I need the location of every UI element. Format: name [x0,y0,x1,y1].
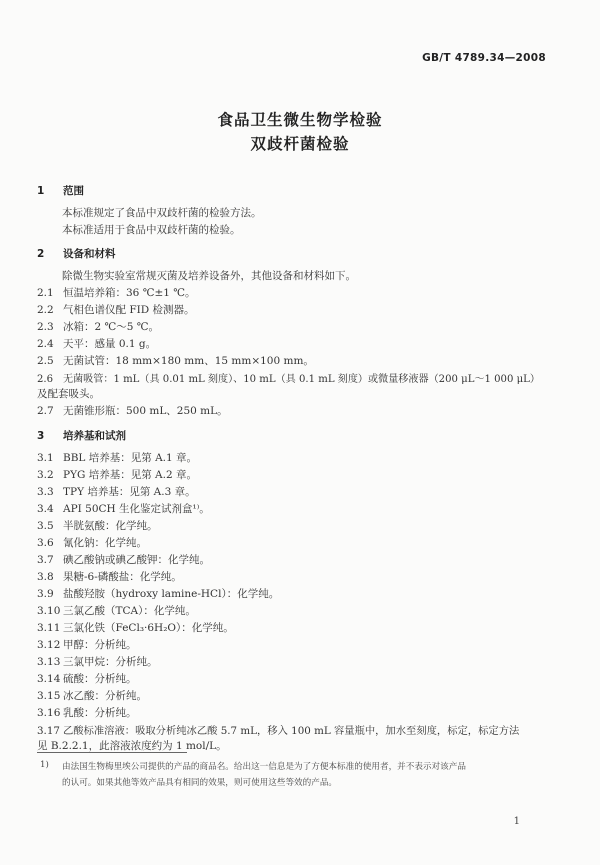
item-text: 甲醇：分析纯。 [63,639,137,651]
list-item [37,353,314,368]
item-number: 3.5 [37,520,54,532]
list-item [37,285,196,300]
section-number: 3 [37,430,45,442]
section-heading-media [37,428,126,443]
list-item [37,336,156,351]
section-heading-equipment [37,246,116,261]
item-number: 3.4 [37,503,54,515]
item-continuation: 及配套吸头。 [37,388,100,400]
section-title: 培养基和试剂 [63,430,126,442]
list-item [37,450,197,465]
item-number: 3.7 [37,554,54,566]
item-number: 2.6 [37,374,54,385]
section-title: 设备和材料 [63,248,116,260]
footnote-text: 由法国生物梅里埃公司提供的产品的商品名。给出这一信息是为了方便本标准的使用者，并不表示对该产品 [62,762,466,772]
section-heading-scope [37,183,84,198]
document-title: 食品卫生微生物学检验 [217,111,383,129]
list-item [37,620,234,635]
item-text: BBL 培养基：见第 A.1 章。 [63,452,198,464]
list-item [37,535,147,550]
item-number: 2.3 [37,321,54,333]
item-number: 3.1 [37,452,54,464]
item-text: 乳酸：分析纯。 [63,707,137,719]
list-item [37,637,137,652]
section-number: 2 [37,248,45,260]
item-text: 三氯乙酸（TCA）：化学纯。 [63,605,196,617]
item-number: 3.6 [37,537,54,549]
paragraph: 除微生物实验室常规灭菌及培养设备外，其他设备和材料如下。 [62,270,356,282]
item-text: 冰箱：2 ℃～5 ℃。 [63,321,160,333]
item-text: 乙酸标准溶液：吸取分析纯冰乙酸 5.7 mL，移入 100 mL 容量瓶中，加水至刻度，标定，标定方法 [63,725,520,737]
item-text: 硫酸：分析纯。 [63,673,137,685]
item-text: 天平：感量 0.1 g。 [63,338,157,350]
item-number: 3.3 [37,486,54,498]
item-number: 2.5 [37,355,54,367]
item-number: 3.15 [37,690,61,702]
item-text: 恒温培养箱：36 ℃±1 ℃。 [63,287,196,299]
item-number: 3.11 [37,622,61,634]
page-number: 1 [513,816,520,827]
item-continuation: 见 B.2.2.1，此溶液浓度约为 1 mol/L。 [37,740,227,752]
list-item [37,569,182,584]
section-title: 范围 [63,185,84,197]
footnote-continuation: 的认可。如果其他等效产品具有相同的效果，则可使用这些等效的产品。 [62,778,338,788]
list-item [37,552,210,567]
list-item [37,501,210,516]
item-text: 三氯化铁（FeCl₃·6H₂O）：化学纯。 [63,622,234,634]
item-text: 无菌吸管：1 mL（具 0.01 mL 刻度）、10 mL（具 0.1 mL 刻度）或微量移液器（200 μL～1 000 μL） [63,374,540,385]
footnote-rule [37,752,187,753]
item-text: 无菌锥形瓶：500 mL、250 mL。 [63,405,228,417]
item-text: 半胱氨酸：化学纯。 [63,520,158,532]
list-item [37,688,147,703]
list-item [37,705,137,720]
list-item [37,518,158,533]
item-text: PYG 培养基：见第 A.2 章。 [63,469,197,481]
list-item [37,403,228,418]
item-text: 三氯甲烷：分析纯。 [63,656,158,668]
item-number: 3.14 [37,673,61,685]
list-item [37,671,137,686]
item-text: 冰乙酸：分析纯。 [63,690,147,702]
list-item [37,603,196,618]
paragraph: 本标准适用于食品中双歧杆菌的检验。 [62,224,241,236]
list-item [37,654,158,669]
document-subtitle: 双歧杆菌检验 [250,135,350,153]
item-number: 3.9 [37,588,54,600]
item-number: 2.4 [37,338,54,350]
item-number: 3.12 [37,639,61,651]
item-number: 3.2 [37,469,54,481]
item-text: 果糖-6-磷酸盐：化学纯。 [63,571,182,583]
item-number: 3.16 [37,707,61,719]
item-number: 2.7 [37,405,54,417]
item-text: 碘乙酸钠或碘乙酸钾：化学纯。 [63,554,210,566]
paragraph: 本标准规定了食品中双歧杆菌的检验方法。 [62,207,262,219]
item-text: API 50CH 生化鉴定试剂盒¹⁾。 [63,503,210,515]
list-item [37,586,279,601]
list-item [37,302,195,317]
item-text: 气相色谱仪配 FID 检测器。 [63,304,195,316]
list-item [37,319,159,334]
item-number: 3.13 [37,656,61,668]
item-text: 无菌试管：18 mm×180 mm、15 mm×100 mm。 [63,355,314,367]
item-number: 3.17 [37,725,60,737]
list-item [37,467,197,482]
item-text: TPY 培养基：见第 A.3 章。 [63,486,196,498]
item-number: 3.8 [37,571,54,583]
item-number: 2.1 [37,287,54,299]
list-item [37,370,540,385]
standard-number: GB/T 4789.34—2008 [422,52,546,64]
section-number: 1 [37,185,45,197]
list-item [37,722,519,737]
item-number: 3.10 [37,605,61,617]
footnote [40,760,466,772]
item-number: 2.2 [37,304,54,316]
list-item [37,484,196,499]
footnote-marker: 1) [40,760,49,770]
item-text: 氰化钠：化学纯。 [63,537,147,549]
item-text: 盐酸羟胺（hydroxy lamine-HCl）：化学纯。 [63,588,280,600]
